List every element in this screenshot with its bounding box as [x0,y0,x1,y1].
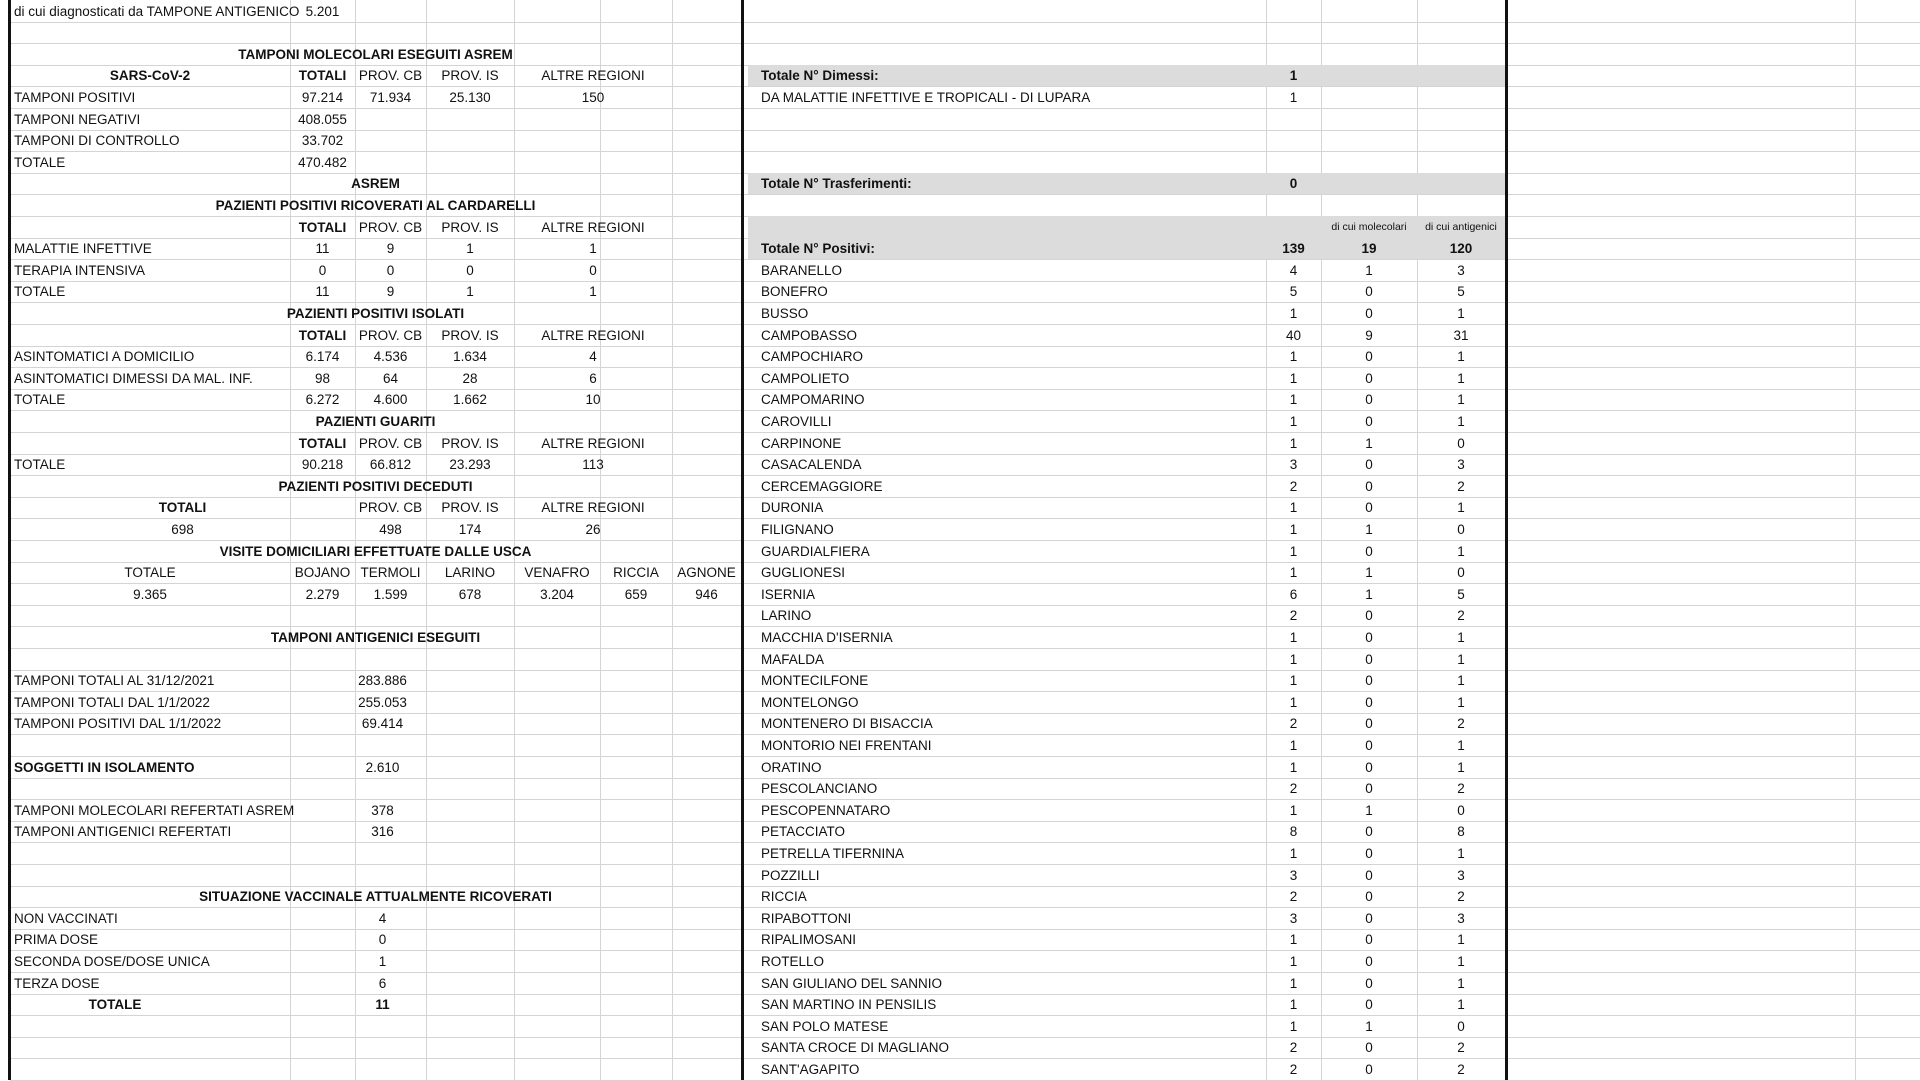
municipality-molecular[interactable]: 0 [1365,932,1373,948]
municipality-molecular[interactable]: 0 [1365,457,1373,473]
municipality-molecular[interactable]: 0 [1365,370,1373,386]
municipality-antigenic[interactable]: 1 [1457,413,1465,429]
municipality-antigenic[interactable]: 1 [1457,845,1465,861]
table-header[interactable]: PROV. IS [441,219,499,235]
section-title-vaccine[interactable]: SITUAZIONE VACCINALE ATTUALMENTE RICOVERATI [199,889,552,905]
municipality-molecular[interactable]: 0 [1365,478,1373,494]
municipality-total[interactable]: 1 [1289,845,1298,861]
municipality-antigenic[interactable]: 1 [1457,997,1465,1013]
municipality-total[interactable]: 40 [1285,327,1302,343]
table-header[interactable]: ALTRE REGIONI [541,68,645,84]
table-header[interactable] [10,325,290,346]
municipality-antigenic[interactable]: 2 [1457,889,1465,905]
row-label[interactable]: TERAPIA INTENSIVA [14,262,146,278]
row-value[interactable]: 316 [371,824,394,840]
municipality-name[interactable]: ORATINO [761,759,822,775]
municipality-name[interactable]: MAFALDA [761,651,825,667]
table-header[interactable]: LARINO [444,565,496,581]
municipality-total[interactable]: 1 [1289,975,1298,991]
municipality-antigenic[interactable]: 0 [1457,565,1465,581]
table-header[interactable] [10,217,290,238]
municipality-antigenic[interactable]: 1 [1457,932,1465,948]
table-header[interactable]: PROV. CB [358,68,423,84]
municipality-molecular[interactable]: 0 [1365,867,1373,883]
municipality-molecular[interactable]: 1 [1365,1018,1373,1034]
municipality-molecular[interactable]: 1 [1365,586,1373,602]
row-value[interactable]: 1 [589,241,597,257]
municipality-antigenic[interactable]: 5 [1457,586,1465,602]
row-value[interactable]: 9.365 [133,586,167,602]
municipality-name[interactable]: BARANELLO [761,262,843,278]
row-value[interactable]: 0 [589,262,597,278]
row-value[interactable]: 33.702 [301,133,344,149]
row-value[interactable]: 28 [462,370,478,386]
row-label[interactable]: TAMPONI DI CONTROLLO [14,133,180,149]
municipality-total[interactable]: 1 [1289,651,1298,667]
row-value[interactable]: 6.174 [305,349,340,365]
municipality-total[interactable]: 2 [1289,889,1298,905]
municipality-antigenic[interactable]: 0 [1457,521,1465,537]
row-value[interactable]: 2.279 [305,586,340,602]
municipality-name[interactable]: ISERNIA [761,586,816,602]
section-title-isolated[interactable]: PAZIENTI POSITIVI ISOLATI [286,305,465,321]
municipality-molecular[interactable]: 0 [1365,1061,1373,1077]
section-title-hospitalized[interactable]: PAZIENTI POSITIVI RICOVERATI AL CARDARELLI [215,197,536,213]
row-value[interactable] [355,109,426,130]
municipality-molecular[interactable]: 0 [1365,975,1373,991]
discharged-detail-label[interactable]: DA MALATTIE INFETTIVE E TROPICALI - DI LUPARA [761,89,1091,105]
row-value[interactable]: 71.934 [369,89,412,105]
municipality-name[interactable]: RIPABOTTONI [761,910,852,926]
municipality-antigenic[interactable]: 1 [1457,737,1465,753]
isolation-value[interactable]: 2.610 [365,759,400,775]
municipality-total[interactable]: 1 [1289,759,1298,775]
municipality-total[interactable]: 1 [1289,1018,1298,1034]
municipality-molecular[interactable]: 0 [1365,889,1373,905]
municipality-molecular[interactable]: 0 [1365,910,1373,926]
row-value[interactable] [426,109,514,130]
municipality-total[interactable]: 3 [1289,867,1298,883]
municipality-total[interactable]: 1 [1289,802,1298,818]
row-value[interactable]: 1.634 [453,349,487,365]
row-value[interactable]: 0 [318,262,327,278]
row-value[interactable]: 23.293 [449,457,491,473]
row-label[interactable]: TERZA DOSE [14,975,100,991]
section-title-usca[interactable]: VISITE DOMICILIARI EFFETTUATE DALLE USCA [219,543,532,559]
municipality-molecular[interactable]: 0 [1365,500,1373,516]
panel-border [1505,0,1508,1080]
municipality-name[interactable]: BUSSO [761,305,809,321]
municipality-molecular[interactable]: 0 [1365,781,1373,797]
table-header[interactable]: VENAFRO [524,565,590,581]
row-value[interactable]: 66.812 [369,457,412,473]
row-label[interactable]: TAMPONI TOTALI AL 31/12/2021 [14,673,215,689]
row-value[interactable]: 4 [589,349,597,365]
table-header[interactable]: TOTALE [124,565,176,581]
municipality-name[interactable]: PETRELLA TIFERNINA [761,845,905,861]
municipality-name[interactable]: SAN GIULIANO DEL SANNIO [761,975,943,991]
discharged-value[interactable]: 1 [1289,68,1298,84]
municipality-total[interactable]: 1 [1289,521,1298,537]
municipality-name[interactable]: SAN POLO MATESE [761,1018,889,1034]
row-value[interactable]: 9 [386,241,395,257]
municipality-antigenic[interactable]: 2 [1457,608,1465,624]
row-label[interactable]: TAMPONI NEGATIVI [14,111,141,127]
municipality-molecular[interactable]: 0 [1365,629,1373,645]
municipality-antigenic[interactable]: 3 [1457,262,1465,278]
municipality-total[interactable]: 1 [1289,305,1298,321]
municipality-total[interactable]: 2 [1289,781,1298,797]
section-title-asrem[interactable]: ASREM [351,176,400,192]
row-value[interactable]: 408.055 [298,111,347,127]
municipality-total[interactable]: 2 [1289,1061,1298,1077]
table-header[interactable]: PROV. IS [441,68,499,84]
row-value[interactable]: 11 [315,241,330,257]
municipality-antigenic[interactable]: 1 [1457,392,1465,408]
municipality-name[interactable]: SAN MARTINO IN PENSILIS [761,997,937,1013]
row-label[interactable]: TAMPONI ANTIGENICI REFERTATI [14,824,232,840]
row-value[interactable]: 6.272 [305,392,340,408]
municipality-antigenic[interactable]: 0 [1457,1018,1465,1034]
row-value[interactable]: 6 [378,975,387,991]
table-header[interactable]: TOTALI [298,435,347,451]
municipality-total[interactable]: 1 [1289,565,1298,581]
municipality-total[interactable]: 2 [1289,478,1298,494]
municipality-total[interactable]: 1 [1289,413,1298,429]
municipality-total[interactable]: 3 [1289,910,1298,926]
municipality-molecular[interactable]: 1 [1365,435,1373,451]
municipality-antigenic[interactable]: 2 [1457,781,1465,797]
row-value[interactable] [514,130,672,151]
municipality-antigenic[interactable]: 8 [1457,824,1465,840]
row-value[interactable]: 1 [466,241,474,257]
section-title-deceased[interactable]: PAZIENTI POSITIVI DECEDUTI [278,478,473,494]
vaccine-total-label[interactable]: TOTALE [88,997,142,1013]
municipality-total[interactable]: 3 [1289,457,1298,473]
municipality-antigenic[interactable]: 1 [1457,759,1465,775]
table-header[interactable]: TOTALI [298,68,347,84]
row-value[interactable]: 174 [458,521,482,537]
row-label[interactable]: TAMPONI POSITIVI DAL 1/1/2022 [14,716,222,732]
municipality-total[interactable]: 1 [1289,349,1298,365]
table-header[interactable]: PROV. CB [358,219,423,235]
municipality-molecular[interactable]: 0 [1365,349,1373,365]
section-title-molecular[interactable]: TAMPONI MOLECOLARI ESEGUITI ASREM [238,46,513,62]
row-label[interactable]: TOTALE [14,154,66,170]
row-value[interactable]: 1.662 [453,392,487,408]
municipality-name[interactable]: LARINO [761,608,812,624]
table-header[interactable]: PROV. IS [441,435,499,451]
municipality-molecular[interactable]: 0 [1365,651,1373,667]
row-value[interactable]: 4.536 [373,349,408,365]
row-label[interactable]: NON VACCINATI [14,910,118,926]
municipality-molecular[interactable]: 1 [1365,521,1373,537]
municipality-name[interactable]: CAROVILLI [761,413,832,429]
municipality-antigenic[interactable]: 2 [1457,716,1465,732]
municipality-total[interactable]: 2 [1289,608,1298,624]
table-header[interactable]: RICCIA [613,565,659,581]
row-value[interactable] [514,109,672,130]
row-value[interactable]: 698 [171,521,194,537]
municipality-name[interactable]: RIPALIMOSANI [761,932,857,948]
municipality-name[interactable]: MONTECILFONE [761,673,869,689]
municipality-molecular[interactable]: 9 [1365,327,1373,343]
municipality-name[interactable]: PESCOLANCIANO [761,781,878,797]
positives-total[interactable]: 139 [1282,241,1305,257]
row-value[interactable]: 10 [585,392,601,408]
municipality-antigenic[interactable]: 1 [1457,305,1465,321]
table-header[interactable]: PROV. CB [358,435,423,451]
municipality-name[interactable]: CARPINONE [761,435,842,451]
row-value[interactable]: 283.886 [358,673,407,689]
positives-antigenic[interactable]: 120 [1449,241,1473,257]
row-label[interactable]: PRIMA DOSE [14,932,99,948]
row-value[interactable]: 678 [458,586,482,602]
municipality-name[interactable]: SANT'AGAPITO [761,1061,860,1077]
municipality-total[interactable]: 1 [1289,694,1298,710]
row-value[interactable]: 11 [315,284,330,300]
table-header[interactable]: TOTALI [158,500,207,516]
gridline-row [10,22,1920,23]
municipality-molecular[interactable]: 0 [1365,759,1373,775]
row-value[interactable]: 0 [466,262,474,278]
municipality-name[interactable]: MONTORIO NEI FRENTANI [761,737,932,753]
row-value[interactable] [426,152,514,173]
row-value[interactable]: 498 [379,521,402,537]
municipality-total[interactable]: 1 [1289,629,1298,645]
table-header[interactable]: PROV. CB [358,500,423,516]
municipality-total[interactable]: 6 [1289,586,1298,602]
municipality-name[interactable]: SANTA CROCE DI MAGLIANO [761,1040,950,1056]
municipality-total[interactable]: 1 [1289,953,1298,969]
row-value[interactable]: 1 [589,284,597,300]
municipality-molecular[interactable]: 1 [1365,262,1373,278]
municipality-name[interactable]: GUGLIONESI [761,565,846,581]
table-header[interactable]: ALTRE REGIONI [541,500,645,516]
vaccine-total-value[interactable]: 11 [375,997,390,1013]
row-label[interactable]: TAMPONI POSITIVI [14,89,136,105]
table-header[interactable]: SARS-CoV-2 [109,68,191,84]
municipality-total[interactable]: 1 [1289,673,1298,689]
row-value[interactable]: 255.053 [358,694,407,710]
table-header[interactable]: BOJANO [294,565,351,581]
municipality-molecular[interactable]: 0 [1365,997,1373,1013]
table-header[interactable]: TOTALI [298,219,347,235]
municipality-antigenic[interactable]: 3 [1457,457,1465,473]
municipality-molecular[interactable]: 0 [1365,1040,1373,1056]
municipality-molecular[interactable]: 0 [1365,305,1373,321]
municipality-name[interactable]: POZZILLI [761,867,820,883]
municipality-antigenic[interactable]: 5 [1457,284,1465,300]
municipality-total[interactable]: 2 [1289,1040,1298,1056]
table-header[interactable]: TERMOLI [360,565,421,581]
transfers-value[interactable]: 0 [1289,176,1298,192]
gridline-col [1855,0,1856,1080]
row-label[interactable]: TAMPONI MOLECOLARI REFERTATI ASREM [14,802,295,818]
municipality-name[interactable]: FILIGNANO [761,521,834,537]
municipality-name[interactable]: PETACCIATO [761,824,846,840]
municipality-name[interactable]: RICCIA [761,889,807,905]
municipality-antigenic[interactable]: 1 [1457,651,1465,667]
municipality-antigenic[interactable]: 0 [1457,802,1465,818]
municipality-antigenic[interactable]: 3 [1457,867,1465,883]
municipality-molecular[interactable]: 1 [1365,565,1373,581]
section-title-antigenic[interactable]: TAMPONI ANTIGENICI ESEGUITI [270,629,481,645]
municipality-antigenic[interactable]: 2 [1457,1061,1465,1077]
row-value[interactable]: 26 [585,521,601,537]
row-value[interactable]: 1.599 [373,586,408,602]
municipality-total[interactable]: 1 [1289,997,1298,1013]
row-value[interactable]: 113 [582,457,604,473]
municipality-antigenic[interactable]: 1 [1457,500,1465,516]
municipality-name[interactable]: CASACALENDA [761,457,862,473]
municipality-molecular[interactable]: 0 [1365,608,1373,624]
municipality-name[interactable]: GUARDIALFIERA [761,543,870,559]
table-header[interactable]: ALTRE REGIONI [541,435,645,451]
table-header[interactable]: PROV. CB [358,327,423,343]
municipality-total[interactable]: 1 [1289,737,1298,753]
transfers-label[interactable]: Totale N° Trasferimenti: [761,176,912,192]
municipality-antigenic[interactable]: 1 [1457,673,1465,689]
isolation-label[interactable]: SOGGETTI IN ISOLAMENTO [14,759,195,775]
municipality-molecular[interactable]: 0 [1365,824,1373,840]
municipality-molecular[interactable]: 0 [1365,737,1373,753]
row-value[interactable]: 1 [378,953,387,969]
row-value[interactable]: 3.204 [540,586,574,602]
municipality-total[interactable]: 8 [1289,824,1298,840]
municipality-antigenic[interactable]: 1 [1457,975,1465,991]
municipality-name[interactable]: CAMPOMARINO [761,392,865,408]
municipality-name[interactable]: BONEFRO [761,284,828,300]
municipality-antigenic[interactable]: 2 [1457,1040,1465,1056]
antigenic-diagnosed-label[interactable]: di cui diagnosticati da TAMPONE ANTIGENICO [14,3,300,19]
municipality-name[interactable]: CAMPOLIETO [761,370,850,386]
municipality-antigenic[interactable]: 0 [1457,435,1465,451]
municipality-name[interactable]: MONTENERO DI BISACCIA [761,716,933,732]
row-label[interactable]: ASINTOMATICI A DOMICILIO [14,349,195,365]
positives-molecular[interactable]: 19 [1361,241,1377,257]
row-label[interactable]: ASINTOMATICI DIMESSI DA MAL. INF. [14,370,253,386]
row-value[interactable]: 1 [466,284,474,300]
municipality-name[interactable]: PESCOPENNATARO [761,802,891,818]
municipality-molecular[interactable]: 0 [1365,845,1373,861]
municipality-antigenic[interactable]: 1 [1457,629,1465,645]
panel-border [741,0,744,1080]
municipality-antigenic[interactable]: 1 [1457,349,1465,365]
municipality-molecular[interactable]: 0 [1365,543,1373,559]
row-value[interactable]: 4 [378,910,387,926]
municipality-total[interactable]: 1 [1289,370,1298,386]
subheader-antigenic[interactable]: di cui antigenici [1425,220,1497,233]
row-value[interactable]: 90.218 [301,457,344,473]
row-value[interactable]: 0 [378,932,387,948]
municipality-total[interactable]: 5 [1289,284,1298,300]
row-label[interactable]: MALATTIE INFETTIVE [14,241,152,257]
row-value[interactable]: 64 [382,370,399,386]
row-value[interactable]: 0 [386,262,395,278]
row-value[interactable]: 659 [624,586,648,602]
row-label[interactable]: TOTALE [14,457,66,473]
antigenic-diagnosed-value[interactable]: 5.201 [305,3,340,19]
municipality-antigenic[interactable]: 1 [1457,543,1465,559]
municipality-name[interactable]: CAMPOBASSO [761,327,858,343]
municipality-name[interactable]: CERCEMAGGIORE [761,478,883,494]
municipality-molecular[interactable]: 0 [1365,716,1373,732]
row-value[interactable] [355,130,426,151]
row-value[interactable] [514,152,672,173]
municipality-total[interactable]: 2 [1289,716,1298,732]
municipality-total[interactable]: 1 [1289,392,1298,408]
municipality-molecular[interactable]: 1 [1365,802,1373,818]
row-value[interactable]: 6 [589,370,597,386]
row-label[interactable]: SECONDA DOSE/DOSE UNICA [14,953,210,969]
municipality-total[interactable]: 4 [1289,262,1298,278]
positives-label[interactable]: Totale N° Positivi: [761,241,875,257]
municipality-name[interactable]: MACCHIA D'ISERNIA [761,629,893,645]
municipality-name[interactable]: CAMPOCHIARO [761,349,864,365]
row-label[interactable]: TOTALE [14,284,66,300]
discharged-label[interactable]: Totale N° Dimessi: [761,68,879,84]
municipality-antigenic[interactable]: 1 [1457,370,1465,386]
row-value[interactable]: 69.414 [361,716,404,732]
table-header[interactable]: PROV. IS [441,327,499,343]
table-header[interactable]: ALTRE REGIONI [541,327,645,343]
row-value[interactable]: 150 [581,89,605,105]
discharged-detail-value[interactable]: 1 [1289,89,1298,105]
section-title-recovered[interactable]: PAZIENTI GUARITI [315,413,436,429]
table-header[interactable]: PROV. IS [441,500,499,516]
table-header[interactable] [10,433,290,454]
municipality-molecular[interactable]: 0 [1365,673,1373,689]
municipality-molecular[interactable]: 0 [1365,953,1373,969]
municipality-antigenic[interactable]: 1 [1457,694,1465,710]
municipality-name[interactable]: DURONIA [761,500,824,516]
municipality-total[interactable]: 1 [1289,932,1298,948]
municipality-name[interactable]: MONTELONGO [761,694,859,710]
municipality-total[interactable]: 1 [1289,435,1298,451]
municipality-antigenic[interactable]: 2 [1457,478,1465,494]
municipality-total[interactable]: 1 [1289,500,1298,516]
row-value[interactable]: 4.600 [373,392,408,408]
row-value[interactable]: 25.130 [449,89,491,105]
municipality-total[interactable]: 1 [1289,543,1298,559]
municipality-name[interactable]: ROTELLO [761,953,825,969]
subheader-molecular[interactable]: di cui molecolari [1331,220,1407,233]
table-header[interactable]: TOTALI [298,327,347,343]
row-value[interactable]: 378 [371,802,394,818]
municipality-antigenic[interactable]: 31 [1453,327,1469,343]
municipality-antigenic[interactable]: 3 [1457,910,1465,926]
row-value[interactable]: 946 [695,586,718,602]
table-header[interactable]: AGNONE [677,565,736,581]
row-value[interactable]: 9 [386,284,395,300]
row-value[interactable]: 470.482 [298,154,347,170]
municipality-molecular[interactable]: 0 [1365,392,1373,408]
row-value[interactable] [355,152,426,173]
municipality-antigenic[interactable]: 1 [1457,953,1465,969]
row-value[interactable] [426,130,514,151]
table-header[interactable]: ALTRE REGIONI [541,219,645,235]
row-value[interactable]: 98 [314,370,331,386]
municipality-molecular[interactable]: 0 [1365,284,1373,300]
municipality-molecular[interactable]: 0 [1365,413,1373,429]
row-value[interactable]: 97.214 [301,89,344,105]
row-label[interactable]: TAMPONI TOTALI DAL 1/1/2022 [14,694,210,710]
municipality-molecular[interactable]: 0 [1365,694,1373,710]
row-label[interactable]: TOTALE [14,392,66,408]
